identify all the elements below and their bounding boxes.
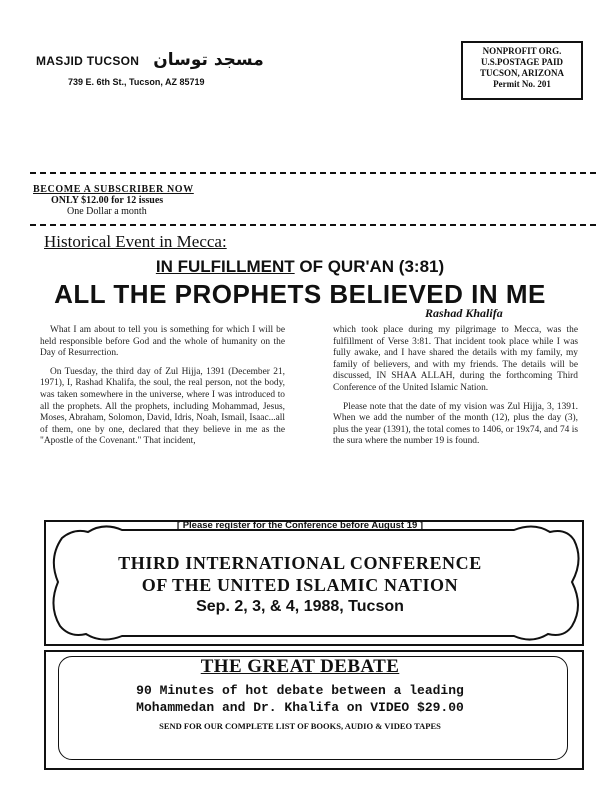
- dashed-divider: [30, 224, 596, 226]
- article-paragraph: What I am about to tell you is something for which I will be held responsible before God and the whole of humanity on the Day of Resurrection.: [40, 325, 285, 359]
- register-post: August 19 ]: [369, 520, 424, 531]
- register-note: [0, 520, 600, 531]
- debate-catalog-note: SEND FOR OUR COMPLETE LIST OF BOOKS, AUDIO & VIDEO TAPES: [159, 721, 441, 731]
- debate-title: THE GREAT DEBATE: [200, 656, 400, 677]
- section-kicker: Historical Event in Mecca:: [44, 232, 227, 251]
- masthead: [36, 50, 264, 70]
- article-paragraph: Please note that the date of my vision was Zul Hijja, 3, 1391. When we add the number of the month (12), plus the day (3), plus the year (1391), the total comes to 1406, or 19x74, and 74 is the sura where the number 19 is found.: [333, 401, 578, 447]
- masthead-address: 739 E. 6th St., Tucson, AZ 85719: [68, 77, 205, 87]
- subscribe-monthly: One Dollar a month: [67, 206, 147, 217]
- subhead-underlined: IN FULFILLMENT: [155, 257, 295, 276]
- permit-line: NONPROFIT ORG.: [482, 46, 562, 56]
- postage-permit-box: [461, 41, 583, 100]
- article-paragraph: On Tuesday, the third day of Zul Hijja, 1391 (December 21, 1971), I, Rashad Khalifa, the soul, the real person, not the body, was taken somewhere in the universe, where I was introduced to all the prophets. All the prophets, including Mohammad, Jesus, Moses, Abraham, Solomon, David, Idris, Noah, Ismail, Isaac...all of them, one by one, declared that they believe in me as the "Apostle of the Covenant." That incident,: [40, 366, 286, 447]
- subscribe-title: BECOME A SUBSCRIBER NOW: [33, 184, 194, 195]
- conference-title-line2: OF THE UNITED ISLAMIC NATION: [141, 575, 459, 595]
- subhead-rest: OF QUR'AN (3:81): [294, 257, 445, 276]
- permit-line: U.S.POSTAGE PAID: [481, 57, 563, 67]
- article-paragraph: which took place during my pilgrimage to Mecca, was the fulfillment of Verse 3:81. That incident took place while I was fully awake, and I have shared the details with my family, my family of believers, and with my friends. The details will be discussed, IN SHAA ALLAH, during the forthcoming Third Conference of the United Islamic Nation.: [333, 325, 578, 393]
- conference-dates: Sep. 2, 3, & 4, 1988, Tucson: [196, 598, 404, 615]
- register-before: before: [340, 520, 370, 531]
- dashed-divider: [30, 172, 596, 174]
- article-subhead: [0, 257, 600, 277]
- masthead-arabic-name: مسجد توسان: [153, 50, 264, 70]
- article-column-left: [40, 325, 285, 455]
- article-column-right: [333, 325, 578, 455]
- debate-line1: 90 Minutes of hot debate between a leading: [136, 683, 464, 698]
- article-headline: ALL THE PROPHETS BELIEVED IN ME: [54, 279, 546, 309]
- subscribe-block: [33, 184, 194, 217]
- conference-title-line1: THIRD INTERNATIONAL CONFERENCE: [118, 553, 482, 573]
- article-byline: Rashad Khalifa: [425, 306, 503, 320]
- debate-line2: Mohammedan and Dr. Khalifa on VIDEO $29.00: [136, 700, 464, 715]
- permit-line: TUCSON, ARIZONA: [479, 68, 564, 78]
- subscribe-price: ONLY $12.00 for 12 issues: [51, 195, 164, 206]
- permit-line: Permit No. 201: [493, 79, 551, 89]
- masthead-name: MASJID TUCSON: [36, 54, 140, 68]
- register-pre: [ Please register for the Conference: [176, 520, 341, 531]
